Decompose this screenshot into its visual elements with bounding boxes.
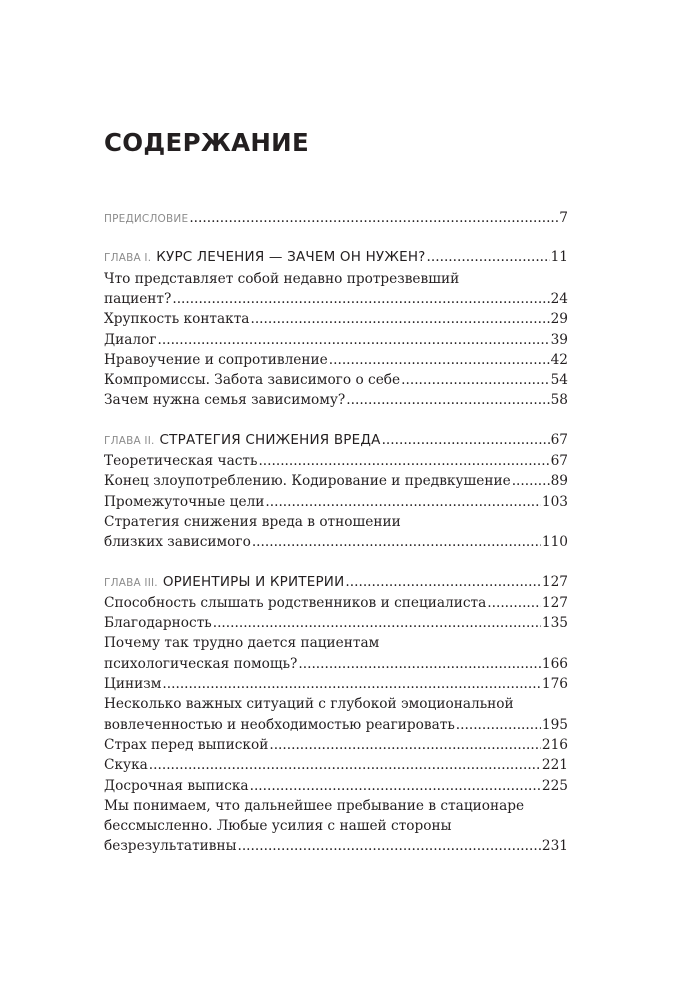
toc-entry-row — [104, 309, 568, 329]
entry-text-line: Почему так трудно дается пациентам — [104, 635, 380, 652]
entry-label — [104, 532, 251, 552]
toc-entry-row — [104, 289, 568, 309]
entry-title: Хрупкость контакта — [104, 311, 250, 328]
entry-title: Нравоучение и сопротивление — [104, 351, 328, 368]
page-title: СОДЕРЖАНИЕ — [104, 128, 310, 157]
page-number: 54 — [550, 372, 568, 389]
entry-text-line: Мы понимаем, что дальнейшее пребывание в стационаре — [104, 797, 525, 814]
dot-leader — [329, 350, 550, 370]
entry-title: Зачем нужна семья зависимому? — [104, 392, 346, 409]
entry-label — [104, 289, 171, 309]
page-number: 89 — [550, 473, 568, 490]
entry-label — [104, 572, 344, 593]
entry-label — [104, 430, 381, 451]
preface-label: ПРЕДИСЛОВИЕ — [104, 213, 189, 225]
dot-leader — [487, 593, 541, 613]
page-number: 221 — [541, 757, 568, 774]
entry-label — [104, 593, 486, 613]
dot-leader — [427, 247, 550, 267]
page-number: 42 — [550, 351, 568, 368]
entry-label — [104, 471, 511, 491]
toc-entry-row — [104, 836, 568, 856]
dot-leader — [345, 572, 540, 592]
page-number: 29 — [550, 311, 568, 328]
page-number: 195 — [541, 716, 568, 733]
dot-leader — [512, 471, 550, 491]
entry-title: Благодарность — [104, 615, 212, 632]
dot-leader — [382, 430, 550, 450]
page-number: 11 — [550, 249, 568, 266]
page-number: 39 — [550, 331, 568, 348]
toc-entry-row — [104, 654, 568, 674]
toc-entry-row — [104, 593, 568, 613]
entry-text-line: Стратегия снижения вреда в отношении — [104, 513, 401, 530]
page-number: 176 — [541, 676, 568, 692]
toc-entry-row — [104, 715, 568, 735]
entry-label — [104, 492, 264, 512]
dot-leader — [237, 836, 540, 856]
entry-title: близких зависимого — [104, 534, 251, 551]
entry-label — [104, 613, 212, 633]
page-number: 127 — [541, 573, 568, 590]
dot-leader — [149, 755, 541, 775]
entry-label — [104, 350, 328, 370]
entry-label — [104, 776, 249, 796]
chapter-title: КУРС ЛЕЧЕНИЯ — ЗАЧЕМ ОН НУЖЕН? — [156, 249, 426, 266]
toc-entry-row — [104, 735, 568, 755]
chapter-prefix: ГЛАВА II. — [104, 434, 155, 447]
chapter-heading-row — [104, 572, 568, 592]
entry-label — [104, 370, 400, 390]
toc-entry-row — [104, 451, 568, 471]
entry-title: Скука — [104, 757, 148, 774]
chapter-prefix: ГЛАВА III. — [104, 576, 158, 589]
dot-leader — [189, 208, 558, 228]
toc-entry-row — [104, 471, 568, 491]
page-number: 110 — [541, 534, 568, 551]
entry-title: Диалог — [104, 331, 157, 348]
entry-label — [104, 715, 455, 735]
dot-leader — [252, 532, 541, 552]
toc-entry-row — [104, 390, 568, 410]
dot-leader — [346, 390, 549, 410]
dot-leader — [298, 654, 540, 674]
entry-title: психологическая помощь? — [104, 655, 298, 672]
chapter-title: ОРИЕНТИРЫ И КРИТЕРИИ — [162, 573, 345, 590]
page-number: 216 — [541, 736, 568, 753]
entry-title: безрезультативны — [104, 838, 237, 855]
toc-entry-row — [104, 532, 568, 552]
chapter-heading-row — [104, 247, 568, 267]
dot-leader — [158, 330, 550, 350]
entry-title: вовлеченностью и необходимостью реагировать — [104, 716, 455, 733]
entry-label — [104, 674, 161, 694]
entry-label — [104, 247, 426, 268]
dot-leader — [213, 613, 541, 633]
dot-leader — [162, 674, 540, 694]
dot-leader — [250, 309, 549, 329]
page-number: 67 — [550, 453, 568, 469]
page-number: 127 — [541, 594, 568, 611]
chapter-prefix: ГЛАВА I. — [104, 252, 152, 265]
dot-leader — [250, 776, 541, 796]
entry-label — [104, 208, 188, 229]
toc-entry-row — [104, 776, 568, 796]
entry-title: Конец злоупотреблению. Кодирование и предвкушение — [104, 473, 511, 490]
toc-entry-row — [104, 755, 568, 775]
entry-label — [104, 390, 345, 410]
page-number: 135 — [541, 615, 568, 632]
page-number: 103 — [541, 493, 568, 510]
entry-title: Страх перед выпиской — [104, 736, 269, 753]
entry-title: Теоретическая часть — [104, 453, 258, 469]
entry-title: Способность слышать родственников и специалиста — [104, 594, 487, 611]
toc-entry-row — [104, 613, 568, 633]
entry-title: Промежуточные цели — [104, 493, 265, 510]
entry-label — [104, 836, 236, 856]
page-number: 58 — [550, 392, 568, 409]
page-number: 231 — [541, 838, 568, 855]
page-number: 24 — [550, 290, 568, 307]
dot-leader — [265, 492, 540, 512]
page-number: 67 — [550, 431, 568, 448]
entry-title: Цинизм — [104, 676, 162, 692]
entry-title: Компромиссы. Забота зависимого о себе — [104, 372, 401, 389]
page-number: 225 — [541, 777, 568, 794]
entry-label — [104, 309, 249, 329]
dot-leader — [269, 735, 541, 755]
toc-entry-row — [104, 492, 568, 512]
entry-title: Досрочная выписка — [104, 777, 249, 794]
entry-text-line: Несколько важных ситуаций с глубокой эмоциональной — [104, 696, 514, 713]
chapter-heading-row — [104, 430, 568, 450]
dot-leader — [258, 451, 549, 471]
toc-entry-row — [104, 330, 568, 350]
chapter-title: СТРАТЕГИЯ СНИЖЕНИЯ ВРЕДА — [159, 431, 381, 448]
dot-leader — [401, 370, 549, 390]
toc-entry-row — [104, 370, 568, 390]
page-number: 166 — [541, 655, 568, 672]
toc-entry-row — [104, 350, 568, 370]
page-number: 7 — [559, 210, 568, 226]
entry-title: пациент? — [104, 290, 172, 307]
dot-leader — [456, 715, 541, 735]
entry-text-line: Что представляет собой недавно протрезвевший — [104, 270, 460, 287]
toc-entry-row — [104, 674, 568, 694]
dot-leader — [172, 289, 549, 309]
entry-label — [104, 330, 157, 350]
entry-label — [104, 735, 268, 755]
entry-text-line: бессмысленно. Любые усилия с нашей стороны — [104, 818, 452, 835]
entry-label — [104, 451, 257, 471]
entry-label — [104, 755, 148, 775]
entry-label — [104, 654, 297, 674]
preface-row — [104, 208, 568, 228]
